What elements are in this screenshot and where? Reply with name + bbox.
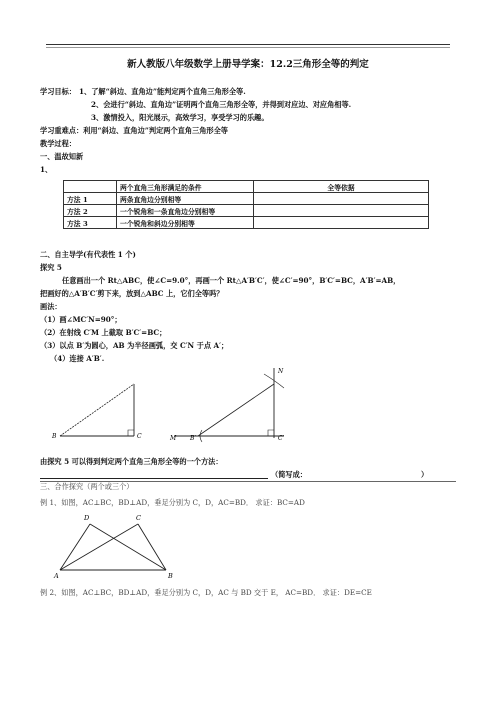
figure-construction xyxy=(168,364,308,444)
label-c: C xyxy=(136,514,141,522)
table-header-cell: 两个直角三角形满足的条件 xyxy=(117,181,254,193)
page-title: 新人教版八年级数学上册导学案：12.2三角形全等的判定 xyxy=(127,59,369,70)
label-c: C xyxy=(137,433,142,440)
table-cell xyxy=(254,193,429,205)
goals-label: 学习目标： xyxy=(40,87,76,96)
table-cell xyxy=(254,205,429,217)
table-cell: 方法 2 xyxy=(64,205,117,217)
table-cell: 方法 1 xyxy=(64,193,117,205)
explore-label: 探究 5 xyxy=(40,263,62,272)
label-d: D xyxy=(84,514,90,522)
table-cell xyxy=(254,217,429,229)
process-label: 教学过程： xyxy=(40,139,76,148)
table-row xyxy=(64,217,429,229)
goal-item-2: 2、会进行“斜边、直角边”证明两个直角三角形全等，并得到对应边、对应角相等. xyxy=(91,100,352,109)
table-row xyxy=(64,193,429,205)
label-n: N xyxy=(278,368,284,375)
label-m: M xyxy=(170,435,177,442)
conclusion-close: ） xyxy=(421,470,429,479)
table-cell: 一个锐角和一条直角边分别相等 xyxy=(117,205,254,217)
section-1-heading: 一、温故知新 xyxy=(40,152,84,161)
figure-example-1 xyxy=(44,510,194,580)
item-1-label: 1、 xyxy=(40,165,53,174)
explore-text-2: 把画好的△A′B′C′剪下来，放到△ABC 上，它们全等吗？ xyxy=(40,289,224,298)
label-b-prime: B′ xyxy=(190,435,196,442)
methods-table xyxy=(63,180,429,229)
goal-item-3: 3、激情投入，阳光展示，高效学习，享受学习的乐趣。 xyxy=(91,113,269,122)
table-cell: 两条直角边分别相等 xyxy=(117,193,254,205)
header-rule-bottom xyxy=(46,47,450,48)
label-b: B xyxy=(168,572,173,580)
table-cell: 一个锐角和斜边分别相等 xyxy=(117,217,254,229)
goal-item-1: 1、了解“斜边、直角边”能判定两个直角三角形全等. xyxy=(79,87,246,96)
step-3: （3）以点 B′为圆心，AB 为半径画弧，交 C′N 于点 A′； xyxy=(40,341,229,350)
example-1-text: 例 1、如图，AC⊥BC，BD⊥AD，垂足分别为 C，D，AC=BD． 求证：BC=AD xyxy=(40,498,305,507)
conclusion-text: 由探究 5 可以得到判定两个直角三角形全等的一个方法： xyxy=(40,457,223,466)
section-3-heading: 三、合作探究（两个或三个） xyxy=(40,482,134,491)
method-label: 画法： xyxy=(40,302,62,311)
step-4: （4）连接 A′B′. xyxy=(50,354,105,363)
key-point: 学习重难点：利用“斜边、直角边”判定两个直角三角形全等 xyxy=(40,126,228,135)
step-2: （2）在射线 C′M 上截取 B′C′=BC； xyxy=(40,328,167,337)
label-a: A xyxy=(54,572,59,580)
explore-text-1: 任意画出一个 Rt△ABC，使∠C=9.0°，再画一个 Rt△A′B′C′，使∠C′=90°，B′C′=BC，A′B′=AB， xyxy=(62,276,401,285)
table-header-row xyxy=(64,181,429,193)
table-header-cell xyxy=(64,181,117,193)
label-c-prime: C′ xyxy=(278,435,284,442)
header-rule-top xyxy=(46,44,450,45)
table-row xyxy=(64,205,429,217)
example-2-text: 例 2、如图，AC⊥BC，BD⊥AD，垂足分别为 C，D，AC 与 BD 交于 E， AC=BD． 求证：DE=CE xyxy=(40,588,372,597)
conclusion-tail: （简写成： xyxy=(271,470,307,479)
figure-triangle-abc xyxy=(48,376,158,446)
answer-blank-line xyxy=(40,478,268,479)
label-b: B xyxy=(52,433,57,440)
table-cell: 方法 3 xyxy=(64,217,117,229)
step-1: （1）画∠MC′N=90°； xyxy=(40,315,122,324)
table-header-cell: 全等依据 xyxy=(254,181,429,193)
section-2-heading: 二、自主导学(有代表性 1 个) xyxy=(40,250,136,259)
